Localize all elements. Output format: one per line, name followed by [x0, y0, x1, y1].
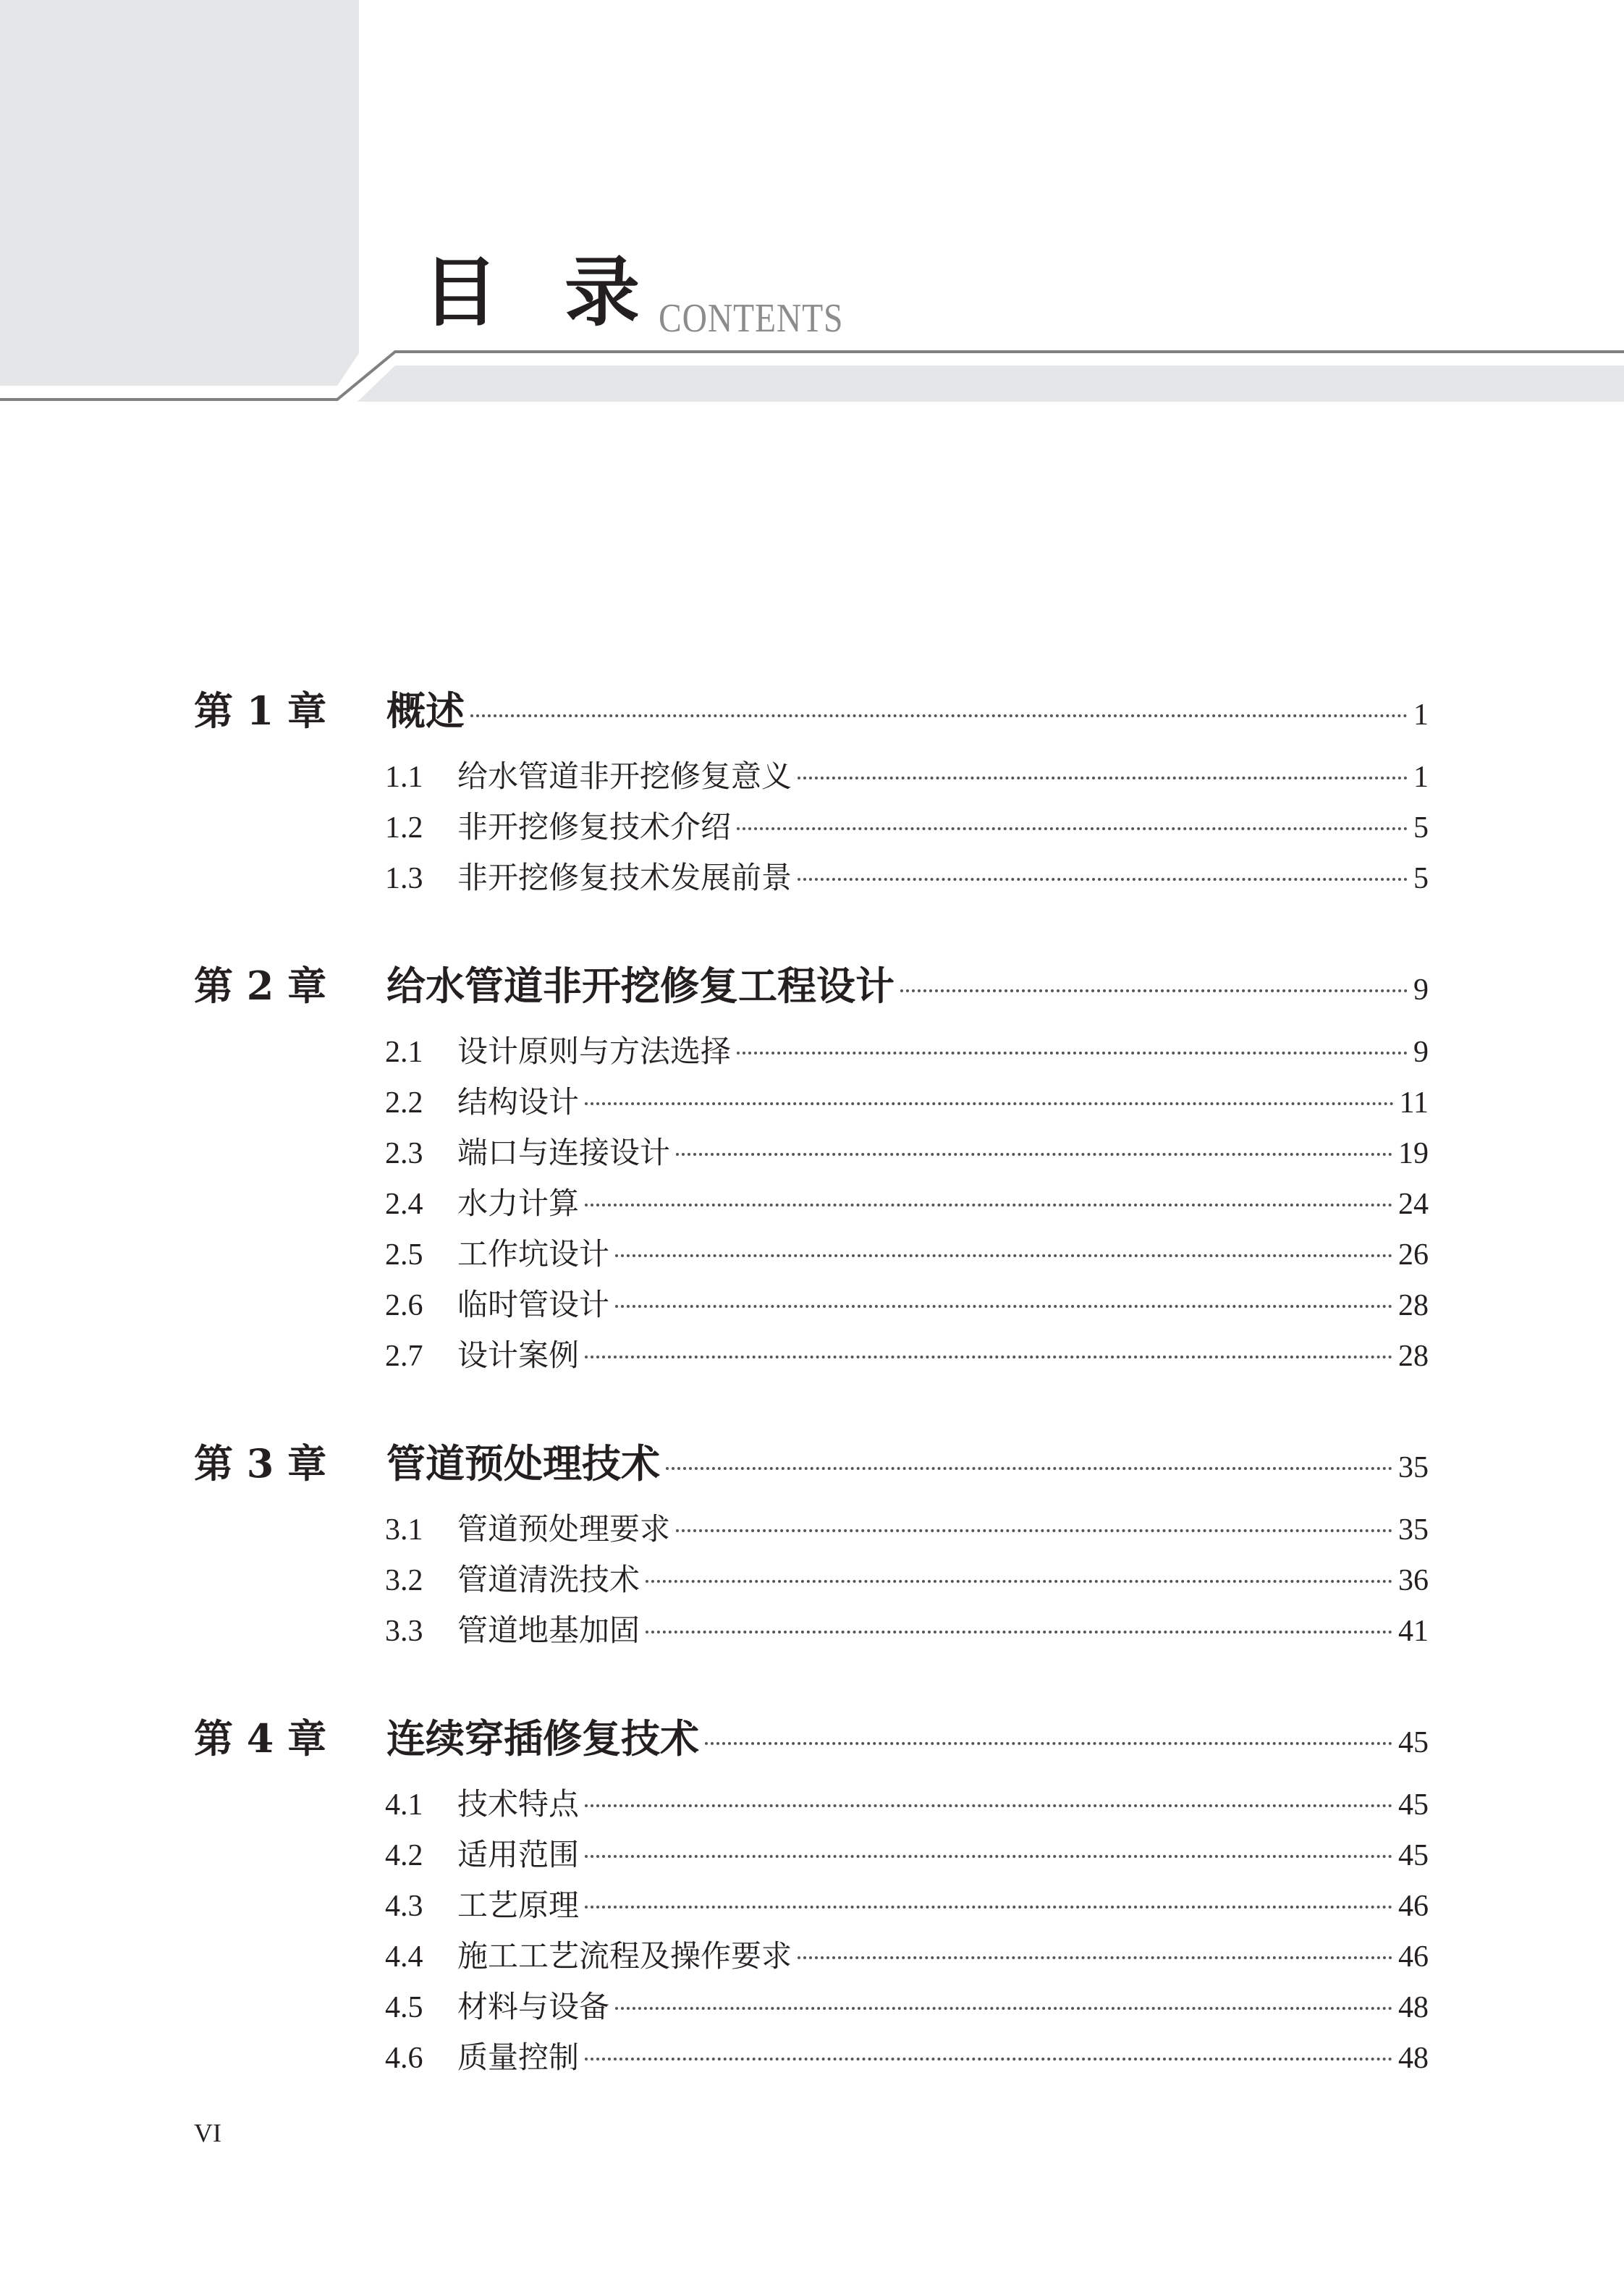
chapter-label: 第 2 章: [194, 963, 327, 1009]
toc-section[interactable]: [194, 1230, 1429, 1281]
section-title: 结构设计: [457, 1084, 580, 1120]
section-number: 3.3: [385, 1615, 423, 1648]
toc-section[interactable]: [194, 1932, 1429, 1983]
toc-section[interactable]: [194, 1505, 1429, 1556]
toc-section[interactable]: [194, 1831, 1429, 1882]
section-title: 管道清洗技术: [457, 1562, 640, 1597]
spacer: [194, 1657, 1429, 1708]
toc-chapter[interactable]: [194, 1708, 1429, 1762]
header-decoration: [0, 0, 1624, 405]
page-folio: VI: [194, 2118, 221, 2147]
dot-leader: [585, 1102, 1394, 1105]
toc-section[interactable]: [194, 1780, 1429, 1831]
dot-leader: [615, 1305, 1392, 1308]
dot-leader: [737, 827, 1408, 830]
section-number: 1.1: [385, 761, 423, 794]
page-number: 9: [1413, 1036, 1429, 1069]
dot-leader: [646, 1631, 1392, 1633]
toc-chapter[interactable]: [194, 955, 1429, 1009]
dot-leader: [798, 878, 1408, 881]
page-number: 24: [1398, 1188, 1429, 1221]
section-number: 4.3: [385, 1890, 423, 1923]
toc-section[interactable]: [194, 1882, 1429, 1932]
page-number: 48: [1398, 2042, 1429, 2075]
page-number: 5: [1413, 811, 1429, 845]
section-number: 4.1: [385, 1788, 423, 1822]
chapter-title: 给水管道非开挖修复工程设计: [386, 963, 895, 1009]
section-title: 管道地基加固: [457, 1612, 640, 1648]
dot-leader: [737, 1052, 1408, 1054]
section-number: 4.5: [385, 1991, 423, 2024]
page-number: 28: [1398, 1289, 1429, 1322]
spacer: [194, 1382, 1429, 1433]
dot-leader: [585, 1356, 1392, 1358]
section-number: 2.1: [385, 1036, 423, 1069]
page-number: 35: [1398, 1513, 1429, 1547]
dot-leader: [646, 1580, 1392, 1583]
section-title: 设计案例: [457, 1337, 580, 1373]
table-of-contents: [194, 680, 1429, 2084]
section-number: 2.6: [385, 1289, 423, 1322]
dot-leader: [900, 989, 1408, 992]
section-title: 材料与设备: [457, 1989, 610, 2024]
page-number: 28: [1398, 1340, 1429, 1373]
section-number: 1.3: [385, 862, 423, 895]
page-number: 41: [1398, 1615, 1429, 1648]
section-number: 2.2: [385, 1086, 423, 1120]
section-number: 4.2: [385, 1839, 423, 1872]
dot-leader: [676, 1153, 1392, 1156]
section-number: 2.4: [385, 1188, 423, 1221]
title-char-mu: 目: [423, 248, 499, 337]
chapter-label: 第 4 章: [194, 1715, 327, 1762]
section-title: 端口与连接设计: [457, 1135, 671, 1170]
title-contents: CONTENTS: [659, 296, 844, 341]
toc-section[interactable]: [194, 1332, 1429, 1382]
section-title: 工作坑设计: [457, 1236, 610, 1272]
dot-leader: [585, 1804, 1392, 1807]
section-number: 4.4: [385, 1940, 423, 1974]
section-number: 4.6: [385, 2042, 423, 2075]
dot-leader: [585, 2058, 1392, 2060]
section-title: 水力计算: [457, 1185, 580, 1221]
section-title: 工艺原理: [457, 1888, 580, 1923]
section-number: 3.2: [385, 1564, 423, 1597]
page-number: 46: [1398, 1940, 1429, 1974]
toc-section[interactable]: [194, 1607, 1429, 1657]
section-title: 质量控制: [457, 2040, 580, 2075]
dot-leader: [676, 1529, 1392, 1532]
dot-leader: [798, 777, 1408, 779]
page-number: 46: [1398, 1890, 1429, 1923]
page-number: 5: [1413, 862, 1429, 895]
section-number: 1.2: [385, 811, 423, 845]
toc-section[interactable]: [194, 1028, 1429, 1078]
section-title: 临时管设计: [457, 1287, 610, 1322]
toc-section[interactable]: [194, 1078, 1429, 1129]
chapter-title: 管道预处理技术: [386, 1440, 660, 1487]
toc-chapter[interactable]: [194, 680, 1429, 734]
section-title: 设计原则与方法选择: [457, 1034, 732, 1069]
page-number: 45: [1398, 1726, 1429, 1759]
toc-section[interactable]: [194, 1556, 1429, 1607]
chapter-label: 第 3 章: [194, 1440, 327, 1487]
toc-section[interactable]: [194, 1180, 1429, 1230]
page-number: 36: [1398, 1564, 1429, 1597]
toc-section[interactable]: [194, 753, 1429, 803]
dot-leader: [666, 1467, 1392, 1470]
spacer: [194, 905, 1429, 955]
section-number: 2.7: [385, 1340, 423, 1373]
page-number: 45: [1398, 1788, 1429, 1822]
page-number: 9: [1413, 973, 1429, 1007]
toc-section[interactable]: [194, 1129, 1429, 1180]
section-title: 给水管道非开挖修复意义: [457, 758, 792, 794]
section-title: 施工工艺流程及操作要求: [457, 1938, 792, 1974]
section-title: 非开挖修复技术发展前景: [457, 860, 792, 895]
page-number: 1: [1413, 761, 1429, 794]
dot-leader: [470, 714, 1408, 717]
toc-section[interactable]: [194, 2034, 1429, 2084]
title-char-lu: 录: [564, 248, 640, 337]
dot-leader: [798, 1956, 1392, 1959]
section-number: 2.3: [385, 1137, 423, 1170]
dot-leader: [705, 1742, 1392, 1745]
section-title: 技术特点: [457, 1786, 580, 1822]
section-title: 管道预处理要求: [457, 1511, 671, 1547]
page-number: 48: [1398, 1991, 1429, 2024]
section-title: 适用范围: [457, 1837, 580, 1872]
chapter-title: 连续穿插修复技术: [386, 1715, 699, 1762]
page-number: 35: [1398, 1451, 1429, 1484]
toc-section[interactable]: [194, 1983, 1429, 2034]
dot-leader: [615, 1254, 1392, 1257]
toc-section[interactable]: [194, 803, 1429, 854]
chapter-title: 概述: [386, 688, 465, 734]
chapter-label: 第 1 章: [194, 688, 327, 734]
toc-section[interactable]: [194, 854, 1429, 905]
page-number: 11: [1399, 1086, 1429, 1120]
dot-leader: [585, 1906, 1392, 1909]
dot-leader: [585, 1204, 1392, 1206]
dot-leader: [585, 1855, 1392, 1858]
page-number: 19: [1398, 1137, 1429, 1170]
page-number: 26: [1398, 1238, 1429, 1272]
section-title: 非开挖修复技术介绍: [457, 809, 732, 845]
page-number: 1: [1413, 698, 1429, 732]
section-number: 3.1: [385, 1513, 423, 1547]
dot-leader: [615, 2007, 1392, 2010]
toc-section[interactable]: [194, 1281, 1429, 1332]
section-number: 2.5: [385, 1238, 423, 1272]
toc-chapter[interactable]: [194, 1433, 1429, 1487]
page-number: 45: [1398, 1839, 1429, 1872]
